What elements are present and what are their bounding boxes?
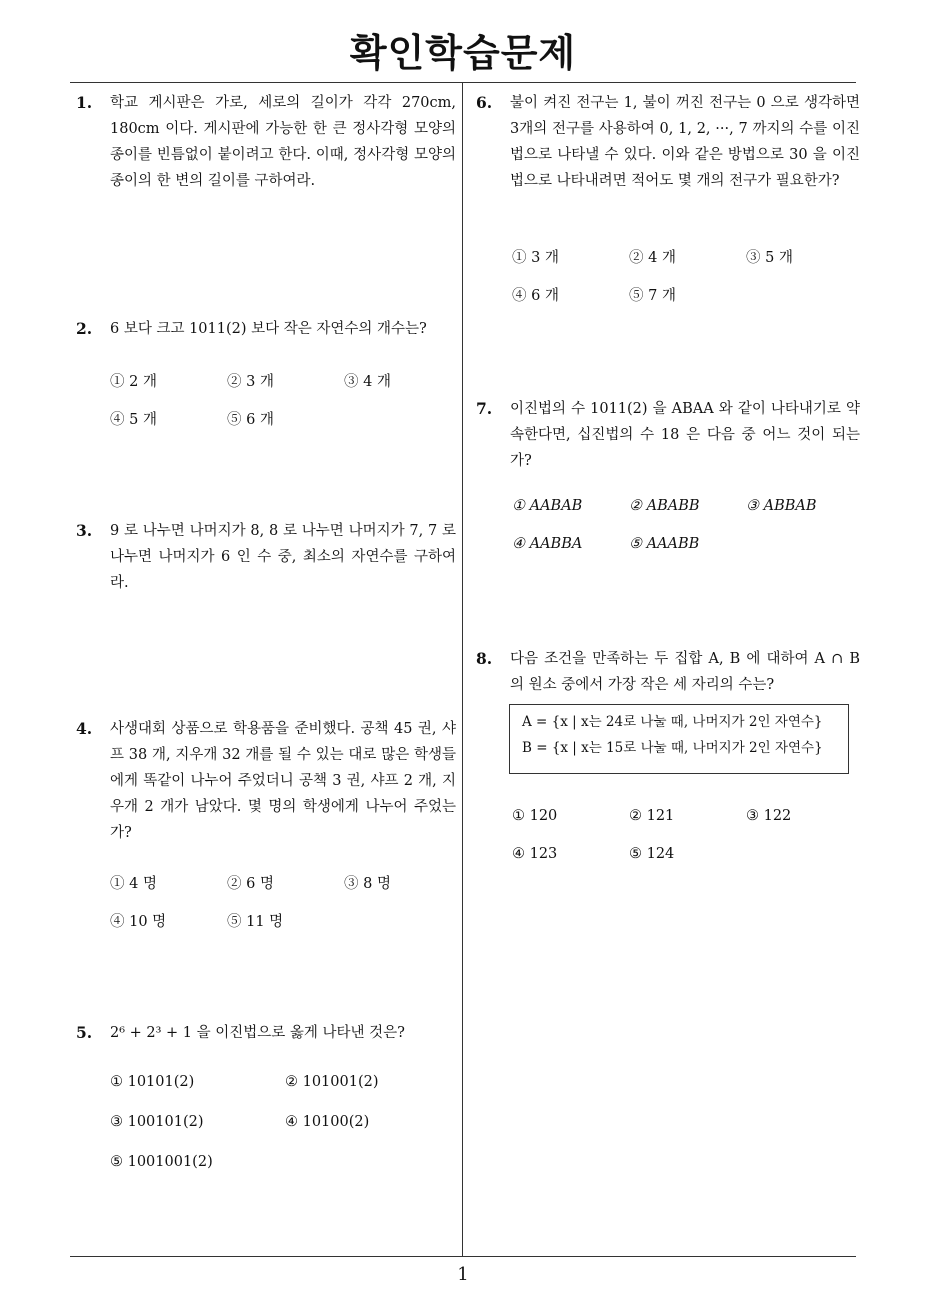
choice-1[interactable]: ① 4 명 — [110, 876, 157, 892]
condition-box — [509, 704, 849, 774]
choice-5[interactable]: ⑤ 6 개 — [227, 412, 274, 428]
question-text: 사생대회 상품으로 학용품을 준비했다. 공책 45 권, 샤프 38 개, 지우개 32 개를 될 수 있는 대로 많은 학생들에게 똑같이 나누어 주었더니 공책 3 권, 샤프 2 개, 지우개 2 개가 남았다. 몇 명의 학생에게 나누어 주었는가? — [110, 721, 456, 841]
question-number: 5. — [76, 1023, 93, 1042]
choice-1[interactable]: ① 3 개 — [512, 250, 559, 266]
question-text: 다음 조건을 만족하는 두 집합 A, B 에 대하여 A ∩ B 의 원소 중에서 가장 작은 세 자리의 수는? — [510, 651, 860, 693]
choice-4[interactable]: ④ 10 명 — [110, 914, 167, 930]
choice-3[interactable]: ③ 100101(2) — [110, 1114, 204, 1130]
question-text: 이진법의 수 1011(2) 을 ABAA 와 같이 나타내기로 약속한다면, 십진법의 수 18 은 다음 중 어느 것이 되는가? — [510, 401, 860, 469]
choice-5[interactable]: ⑤ 124 — [629, 846, 675, 862]
choice-2[interactable]: ② 6 명 — [227, 876, 274, 892]
choice-3[interactable]: ③ 5 개 — [746, 250, 793, 266]
choice-3[interactable]: ③ 122 — [746, 808, 792, 824]
choice-3[interactable]: ③ 4 개 — [344, 374, 391, 390]
bottom-rule — [70, 1256, 856, 1257]
question-text: 학교 게시판은 가로, 세로의 길이가 각각 270cm, 180cm 이다. 게시판에 가능한 한 큰 정사각형 모양의 종이를 빈틈없이 붙이려고 한다. 이때, 정사각형 모양의 종이의 한 변의 길이를 구하여라. — [110, 95, 456, 189]
choice-2[interactable]: ② 4 개 — [629, 250, 676, 266]
column-divider — [462, 82, 463, 1256]
choice-2[interactable]: ② 121 — [629, 808, 675, 824]
choice-5[interactable]: ⑤ 11 명 — [227, 914, 284, 930]
choice-2[interactable]: ② 3 개 — [227, 374, 274, 390]
choice-4[interactable]: ④ AABBA — [512, 536, 583, 552]
choice-1[interactable]: ① 120 — [512, 808, 558, 824]
choice-1[interactable]: ① 10101(2) — [110, 1074, 195, 1090]
choice-2[interactable]: ② 101001(2) — [285, 1074, 379, 1090]
question-text: 6 보다 크고 1011(2) 보다 작은 자연수의 개수는? — [110, 321, 427, 337]
condition-a: A = {x | x는 24로 나눌 때, 나머지가 2인 자연수} — [522, 714, 823, 730]
choice-4[interactable]: ④ 10100(2) — [285, 1114, 370, 1130]
choice-3[interactable]: ③ 8 명 — [344, 876, 391, 892]
question-number: 6. — [476, 93, 493, 112]
question-text: 9 로 나누면 나머지가 8, 8 로 나누면 나머지가 7, 7 로 나누면 나머지가 6 인 수 중, 최소의 자연수를 구하여라. — [110, 523, 456, 591]
question-text: 불이 켜진 전구는 1, 불이 꺼진 전구는 0 으로 생각하면 3개의 전구를 사용하여 0, 1, 2, ···, 7 까지의 수를 이진법으로 나타낼 수 있다. 이와 같은 방법으로 30 을 이진법으로 나타내려면 적어도 몇 개의 전구가 필요한가? — [510, 95, 860, 189]
choice-1[interactable]: ① 2 개 — [110, 374, 157, 390]
choice-1[interactable]: ① AABAB — [512, 498, 583, 514]
question-number: 1. — [76, 93, 93, 112]
choice-4[interactable]: ④ 5 개 — [110, 412, 157, 428]
page-number: 1 — [457, 1264, 469, 1285]
question-number: 4. — [76, 719, 93, 738]
question-number: 7. — [476, 399, 493, 418]
question-number: 8. — [476, 649, 493, 668]
top-rule — [70, 82, 856, 83]
choice-5[interactable]: ⑤ 7 개 — [629, 288, 676, 304]
choice-5[interactable]: ⑤ 1001001(2) — [110, 1154, 213, 1170]
condition-b: B = {x | x는 15로 나눌 때, 나머지가 2인 자연수} — [522, 740, 823, 756]
question-number: 2. — [76, 319, 93, 338]
choice-4[interactable]: ④ 123 — [512, 846, 558, 862]
page-title: 확인학습문제 — [349, 31, 577, 75]
choice-3[interactable]: ③ ABBAB — [746, 498, 817, 514]
question-number: 3. — [76, 521, 93, 540]
choice-2[interactable]: ② ABABB — [629, 498, 700, 514]
question-text: 2⁶ + 2³ + 1 을 이진법으로 옳게 나타낸 것은? — [110, 1025, 405, 1041]
choice-4[interactable]: ④ 6 개 — [512, 288, 559, 304]
choice-5[interactable]: ⑤ AAABB — [629, 536, 700, 552]
